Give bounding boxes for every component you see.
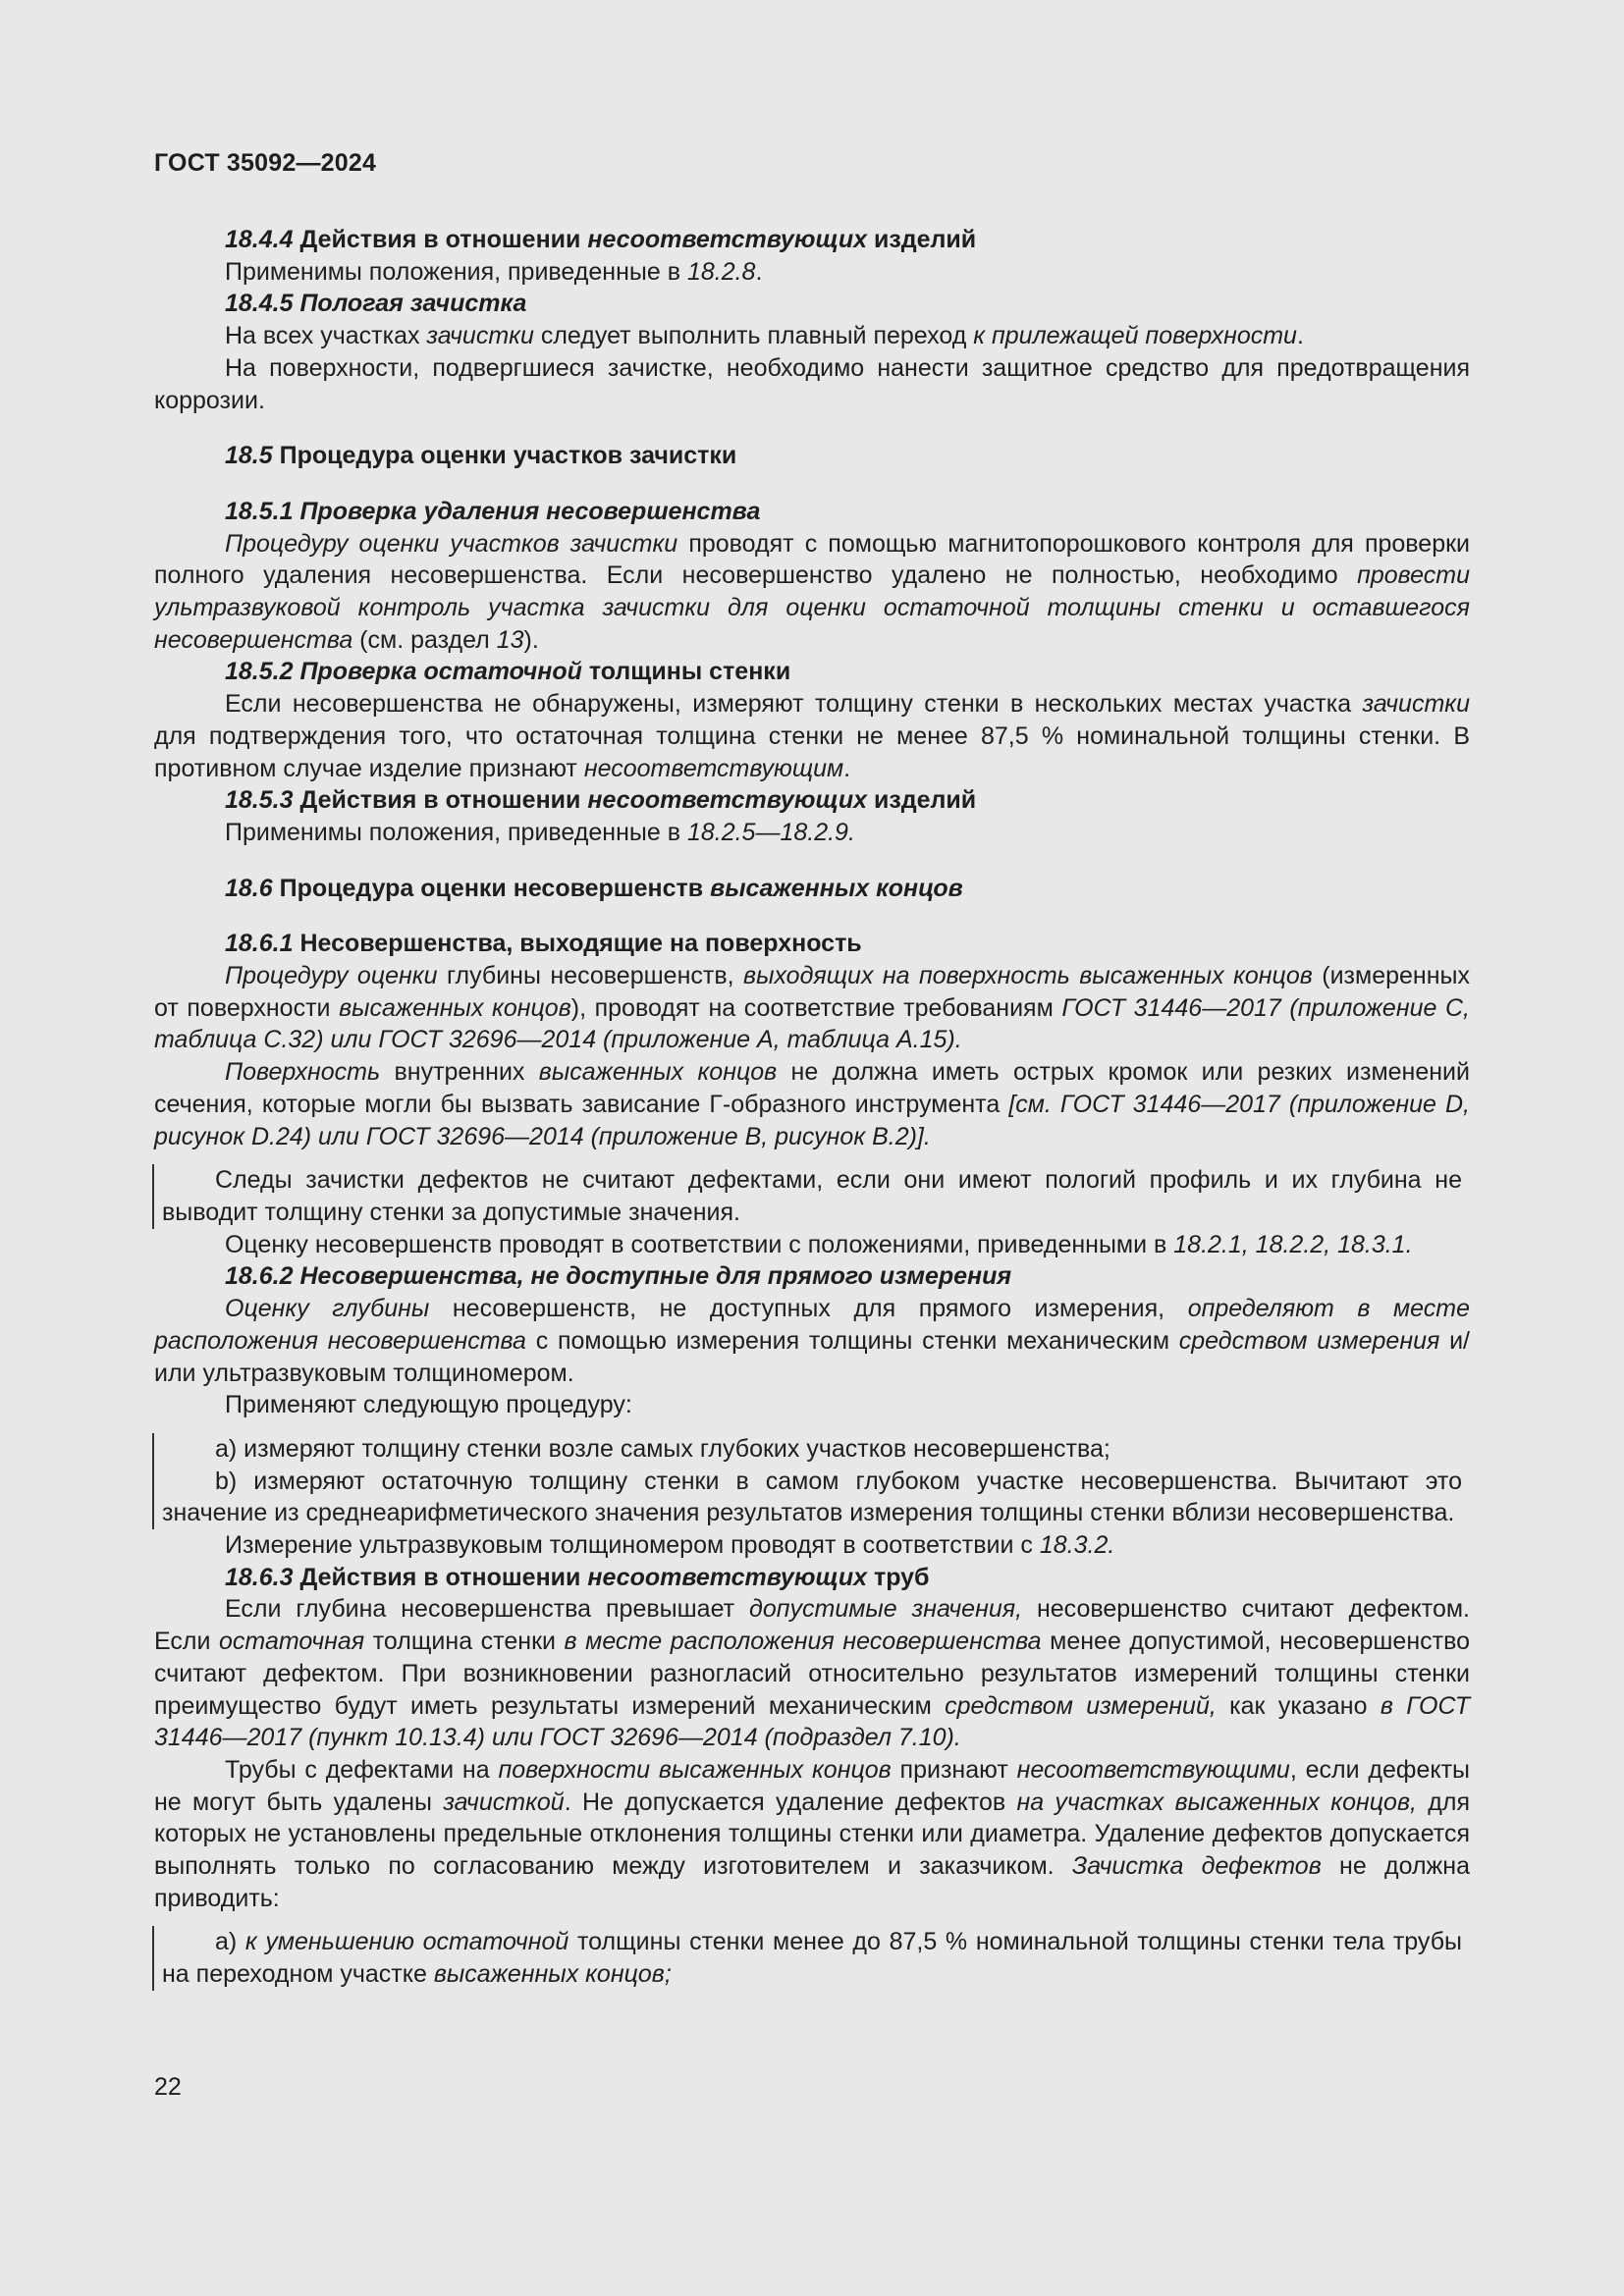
- paragraph: Если глубина несовершенства превышает допустимые значения, несовершенство считают дефектом. Если остаточная толщина стенки в месте расположения несовершенства менее допустимой, несовершенство считают дефектом. При возникновении разногласий относительно результатов измерений толщины стенки преимущество будут иметь результаты измерений механическим средством измерений, как указано в ГОСТ 31446—2017 (пункт 10.13.4) или ГОСТ 32696—2014 (подраздел 7.10).: [154, 1595, 1470, 1752]
- paragraph: Поверхность внутренних высаженных концов не должна иметь острых кромок или резких изменений сечения, которые могли бы вызвать зависание Г-образного инструмента [см. ГОСТ 31446—2017 (приложение D, рисунок D.24) или ГОСТ 32696—2014 (приложение В, рисунок В.2)].: [154, 1058, 1470, 1150]
- list-item: а) измеряют толщину стенки возле самых глубоких участков несовершенства;: [215, 1434, 1110, 1463]
- paragraph: Следы зачистки дефектов не считают дефектами, если они имеют пологий профиль и их глубина не выводит толщину стенки за допустимые значения.: [162, 1166, 1462, 1226]
- page-number: 22: [154, 2073, 182, 2101]
- paragraph: Применимы положения, приведенные в 18.2.5—18.2.9.: [225, 818, 855, 846]
- paragraph: На всех участках зачистки следует выполнить плавный переход к прилежащей поверхности.: [225, 322, 1304, 350]
- section-heading-18-6: 18.6 Процедура оценки несовершенств высаженных концов: [225, 874, 963, 902]
- paragraph: Процедуру оценки участков зачистки проводят с помощью магнитопорошкового контроля для проверки полного удаления несовершенства. Если несовершенство удалено не полностью, необходимо провести ультразвуковой контроль участка зачистки для оценки остаточной толщины стенки и оставшегося несовершенства (см. раздел 13).: [154, 529, 1470, 654]
- section-heading-18-6-1: 18.6.1 Несовершенства, выходящие на поверхность: [225, 930, 862, 958]
- paragraph: Применяют следующую процедуру:: [225, 1391, 632, 1419]
- list-item: а) к уменьшению остаточной толщины стенки менее до 87,5 % номинальной толщины стенки тела трубы на переходном участке высаженных концов;: [162, 1928, 1462, 1989]
- change-marked-block: [152, 1926, 1470, 1990]
- list-item: b) измеряют остаточную толщину стенки в самом глубоком участке несовершенства. Вычитают это значение из среднеарифметического значения результатов измерения толщины стенки вблизи несовершенства.: [162, 1467, 1462, 1527]
- document-body: [154, 224, 1470, 1991]
- paragraph: Оценку несовершенств проводят в соответствии с положениями, приведенными в 18.2.1, 18.2.2, 18.3.1.: [225, 1230, 1413, 1258]
- section-heading-18-5: 18.5 Процедура оценки участков зачистки: [225, 442, 737, 470]
- paragraph: Оценку глубины несовершенств, не доступных для прямого измерения, определяют в месте расположения несовершенства с помощью измерения толщины стенки механическим средством измерения и/или ультразвуковым толщиномером.: [154, 1295, 1471, 1387]
- change-marked-block: [152, 1164, 1470, 1228]
- paragraph: Измерение ультразвуковым толщиномером проводят в соответствии с 18.3.2.: [225, 1531, 1115, 1560]
- section-heading-18-5-3: 18.5.3 Действия в отношении несоответствующих изделий: [225, 786, 977, 815]
- document-header: ГОСТ 35092—2024: [154, 149, 377, 177]
- section-heading-18-5-1: 18.5.1 Проверка удаления несовершенства: [225, 497, 761, 525]
- change-marked-block: [152, 1433, 1470, 1529]
- section-heading-18-6-3: 18.6.3 Действия в отношении несоответствующих труб: [225, 1563, 930, 1591]
- paragraph: Если несовершенства не обнаружены, измеряют толщину стенки в нескольких местах участка зачистки для подтверждения того, что остаточная толщина стенки не менее 87,5 % номинальной толщины стенки. В противном случае изделие признают несоответствующим.: [154, 690, 1470, 782]
- paragraph: Трубы с дефектами на поверхности высаженных концов признают несоответствующими, если дефекты не могут быть удалены зачисткой. Не допускается удаление дефектов на участках высаженных концов, для которых не установлены предельные отклонения толщины стенки или диаметра. Удаление дефектов допускается выполнять только по согласованию между изготовителем и заказчиком. Зачистка дефектов не должна приводить:: [154, 1755, 1470, 1912]
- section-heading-18-5-2: 18.5.2 Проверка остаточной толщины стенки: [225, 658, 791, 686]
- section-heading-18-6-2: 18.6.2 Несовершенства, не доступные для прямого измерения: [225, 1262, 1012, 1291]
- paragraph: Процедуру оценки глубины несовершенств, выходящих на поверхность высаженных концов (измеренных от поверхности высаженных концов), проводят на соответствие требованиям ГОСТ 31446—2017 (приложение С, таблица С.32) или ГОСТ 32696—2014 (приложение А, таблица А.15).: [154, 962, 1470, 1054]
- paragraph: Применимы положения, приведенные в 18.2.8.: [225, 257, 763, 286]
- section-heading-18-4-5: 18.4.5 Пологая зачистка: [225, 290, 527, 318]
- paragraph: На поверхности, подвергшиеся зачистке, необходимо нанести защитное средство для предотвращения коррозии.: [154, 353, 1470, 414]
- section-heading-18-4-4: 18.4.4 Действия в отношении несоответствующих изделий: [225, 226, 977, 253]
